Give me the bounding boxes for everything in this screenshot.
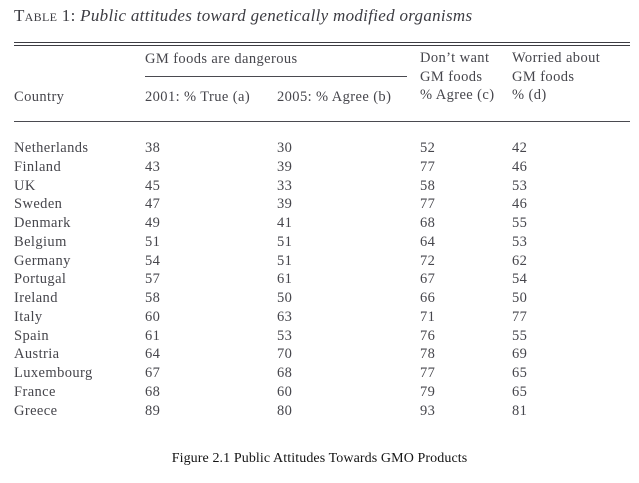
value-cell: 65 <box>512 383 528 400</box>
country-cell: Denmark <box>14 215 71 231</box>
country-cell: Spain <box>14 327 50 344</box>
table-row <box>14 139 630 158</box>
table-row <box>14 289 630 308</box>
value-cell: 78 <box>420 346 436 363</box>
value-cell: 51 <box>145 233 161 250</box>
value-cell: 60 <box>145 308 161 325</box>
value-cell: 42 <box>512 140 528 156</box>
country-cell: France <box>14 383 56 400</box>
country-cell: Portugal <box>14 271 67 288</box>
value-cell: 60 <box>277 383 293 400</box>
value-cell: 45 <box>145 177 161 194</box>
value-cell: 50 <box>277 290 293 306</box>
figure-caption: Figure 2.1 Public Attitudes Towards GMO Products <box>171 451 468 466</box>
value-cell: 43 <box>145 158 161 175</box>
value-cell: 53 <box>512 233 528 250</box>
value-cell: 55 <box>512 215 528 231</box>
header-country: Country <box>14 89 65 105</box>
value-cell: 61 <box>277 271 293 288</box>
table-row <box>14 327 630 346</box>
table-header <box>14 46 630 122</box>
header-col-worried-line1: Worried about <box>512 50 601 66</box>
value-cell: 49 <box>145 215 161 231</box>
country-cell: Sweden <box>14 196 63 213</box>
value-cell: 38 <box>145 140 161 156</box>
value-cell: 81 <box>512 402 528 419</box>
table-body <box>14 139 630 420</box>
value-cell: 58 <box>420 177 436 194</box>
table-row <box>14 402 630 421</box>
value-cell: 57 <box>145 271 161 288</box>
value-cell: 54 <box>512 271 528 288</box>
table-row <box>14 214 630 233</box>
value-cell: 77 <box>420 196 436 213</box>
table-row <box>14 195 630 214</box>
value-cell: 72 <box>420 252 436 269</box>
value-cell: 53 <box>512 177 528 194</box>
table-number-label: Table 1: <box>14 6 76 25</box>
value-cell: 65 <box>512 365 528 381</box>
country-cell: Germany <box>14 252 71 269</box>
value-cell: 53 <box>277 327 293 344</box>
table-row <box>14 383 630 402</box>
table-row <box>14 364 630 383</box>
value-cell: 50 <box>512 290 528 306</box>
value-cell: 66 <box>420 290 436 306</box>
table-row <box>14 252 630 271</box>
value-cell: 61 <box>145 327 161 344</box>
value-cell: 47 <box>145 196 161 213</box>
table-title-text: Public attitudes toward genetically modified organisms <box>80 6 473 25</box>
header-col-worried <box>512 49 600 105</box>
country-cell: Finland <box>14 158 62 175</box>
value-cell: 69 <box>512 346 528 363</box>
country-cell: Ireland <box>14 290 58 306</box>
value-cell: 51 <box>277 233 293 250</box>
value-cell: 63 <box>277 308 293 325</box>
table-row <box>14 270 630 289</box>
country-cell: Austria <box>14 346 60 363</box>
table-row <box>14 345 630 364</box>
header-col-dont-want-line3: % Agree (c) <box>420 87 495 103</box>
value-cell: 80 <box>277 402 293 419</box>
value-cell: 51 <box>277 252 293 269</box>
header-col-dont-want <box>420 49 494 105</box>
value-cell: 68 <box>145 383 161 400</box>
table-title <box>14 6 472 26</box>
table-row <box>14 233 630 252</box>
country-cell: Luxembourg <box>14 365 93 381</box>
country-cell: Netherlands <box>14 140 89 156</box>
country-cell: Italy <box>14 308 43 325</box>
value-cell: 67 <box>145 365 161 381</box>
header-col-dont-want-line1: Don’t want <box>420 50 490 66</box>
table-row <box>14 158 630 177</box>
value-cell: 76 <box>420 327 436 344</box>
value-cell: 30 <box>277 140 293 156</box>
value-cell: 64 <box>420 233 436 250</box>
value-cell: 62 <box>512 252 528 269</box>
value-cell: 54 <box>145 252 161 269</box>
value-cell: 79 <box>420 383 436 400</box>
header-spanner-gm-foods-dangerous: GM foods are dangerous <box>145 51 298 67</box>
value-cell: 71 <box>420 308 436 325</box>
value-cell: 77 <box>512 308 528 325</box>
value-cell: 33 <box>277 177 293 194</box>
value-cell: 67 <box>420 271 436 288</box>
country-cell: UK <box>14 177 36 194</box>
value-cell: 68 <box>277 365 293 381</box>
value-cell: 93 <box>420 402 436 419</box>
value-cell: 55 <box>512 327 528 344</box>
table-row <box>14 177 630 196</box>
value-cell: 64 <box>145 346 161 363</box>
header-col-2001-true: 2001: % True (a) <box>145 89 251 105</box>
value-cell: 68 <box>420 215 436 231</box>
header-col-2005-agree: 2005: % Agree (b) <box>277 89 392 105</box>
value-cell: 77 <box>420 365 436 381</box>
value-cell: 46 <box>512 158 528 175</box>
country-cell: Belgium <box>14 233 67 250</box>
header-col-worried-line2: GM foods <box>512 68 575 85</box>
value-cell: 41 <box>277 215 293 231</box>
spanner-rule <box>145 76 407 77</box>
value-cell: 89 <box>145 402 161 419</box>
header-col-worried-line3: % (d) <box>512 87 547 103</box>
value-cell: 52 <box>420 140 436 156</box>
value-cell: 39 <box>277 196 293 213</box>
value-cell: 39 <box>277 158 293 175</box>
value-cell: 46 <box>512 196 528 213</box>
table-row <box>14 308 630 327</box>
value-cell: 58 <box>145 290 161 306</box>
value-cell: 70 <box>277 346 293 363</box>
value-cell: 77 <box>420 158 436 175</box>
header-col-dont-want-line2: GM foods <box>420 68 483 85</box>
country-cell: Greece <box>14 402 58 419</box>
